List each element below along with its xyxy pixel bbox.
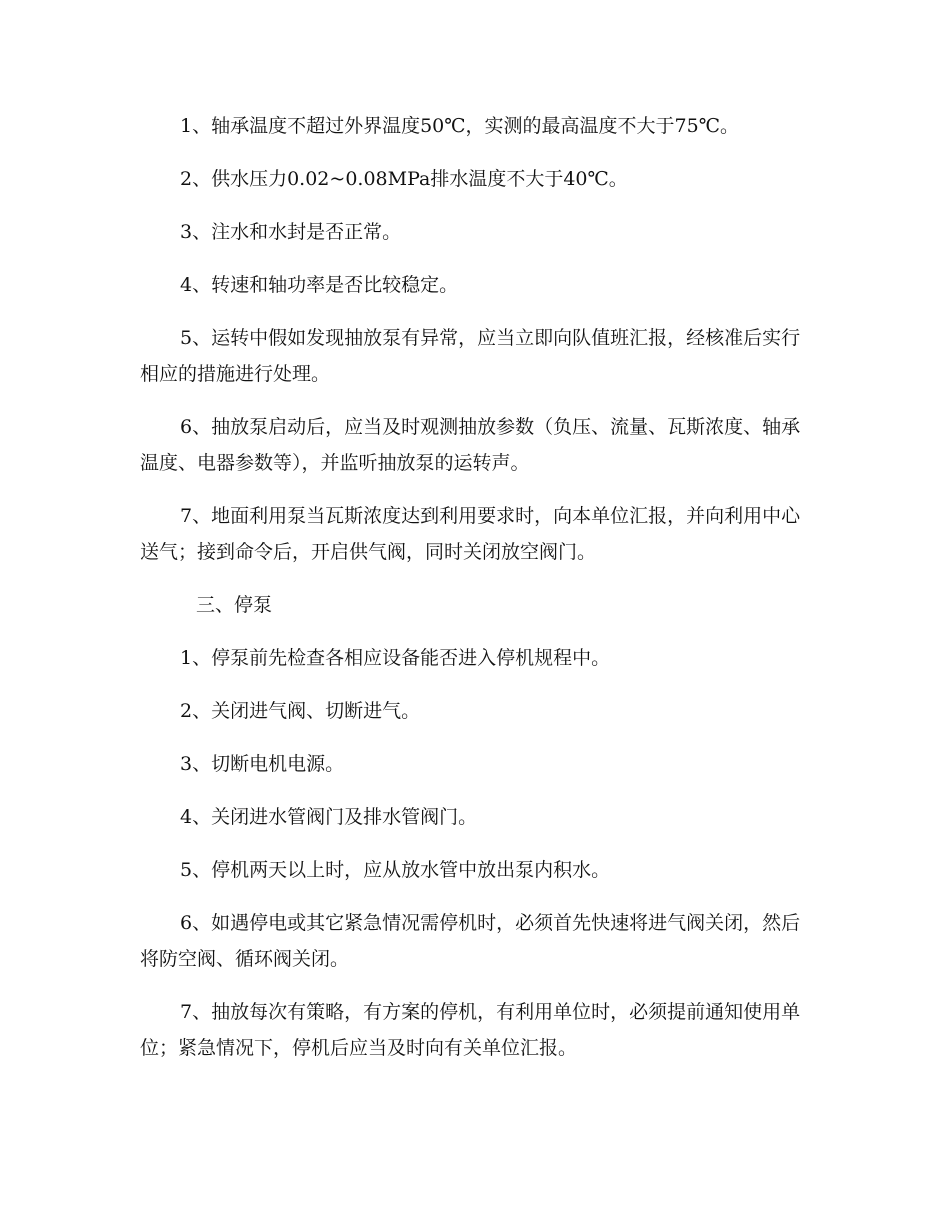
stop-step-2: 2、关闭进气阀、切断进气。 bbox=[180, 700, 421, 722]
paragraph-6: 6、抽放泵启动后，应当及时观测抽放参数（负压、流量、瓦斯浓度、轴承温度、电器参数等），并监听抽放泵的运转声。 bbox=[140, 416, 801, 474]
paragraph-1: 1、轴承温度不超过外界温度50℃，实测的最高温度不大于75℃。 bbox=[180, 115, 739, 137]
paragraph-2: 2、供水压力0.02~0.08MPa排水温度不大于40℃。 bbox=[180, 168, 628, 190]
paragraph-5: 5、运转中假如发现抽放泵有异常，应当立即向队值班汇报，经核准后实行相应的措施进行处理。 bbox=[140, 327, 801, 385]
stop-step-5: 5、停机两天以上时，应从放水管中放出泵内积水。 bbox=[180, 859, 611, 881]
paragraph-4: 4、转速和轴功率是否比较稳定。 bbox=[180, 274, 459, 296]
stop-step-4: 4、关闭进水管阀门及排水管阀门。 bbox=[180, 806, 478, 828]
stop-step-7: 7、抽放每次有策略，有方案的停机，有利用单位时，必须提前通知使用单位；紧急情况下，停机后应当及时向有关单位汇报。 bbox=[140, 1001, 801, 1059]
stop-step-1: 1、停泵前先检查各相应设备能否进入停机规程中。 bbox=[180, 647, 611, 669]
section-heading-stop-pump: 三、停泵 bbox=[196, 594, 273, 616]
paragraph-3: 3、注水和水封是否正常。 bbox=[180, 221, 402, 243]
document-body bbox=[140, 108, 810, 1083]
paragraph-7: 7、地面利用泵当瓦斯浓度达到利用要求时，向本单位汇报，并向利用中心送气；接到命令后，开启供气阀，同时关闭放空阀门。 bbox=[140, 505, 801, 563]
stop-step-3: 3、切断电机电源。 bbox=[180, 753, 345, 775]
stop-step-6: 6、如遇停电或其它紧急情况需停机时，必须首先快速将进气阀关闭，然后将防空阀、循环阀关闭。 bbox=[140, 912, 801, 970]
